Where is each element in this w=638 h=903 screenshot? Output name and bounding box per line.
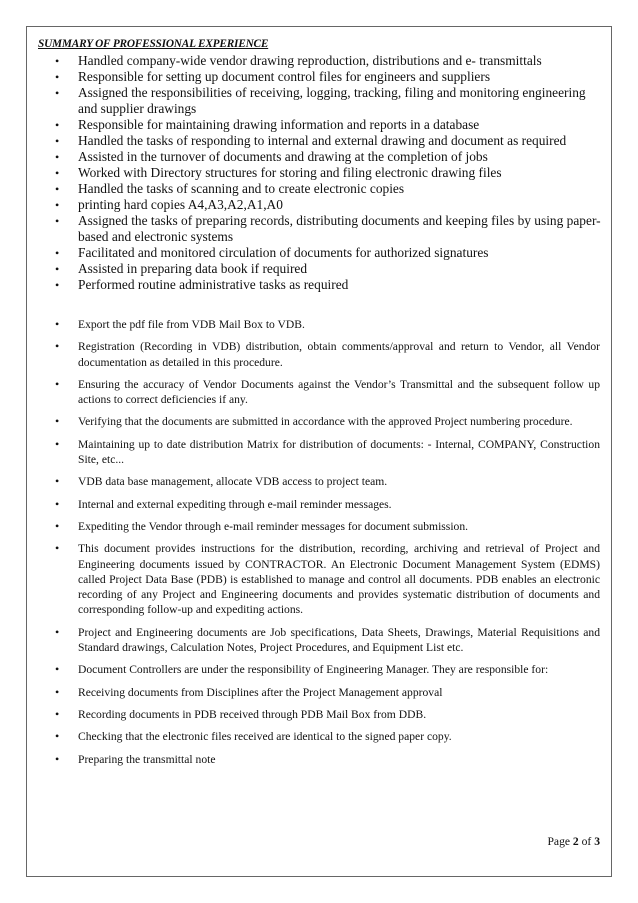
list-item — [55, 377, 600, 408]
page-label: Page — [547, 835, 571, 848]
list-item — [55, 245, 605, 261]
bullet-icon: • — [55, 706, 60, 721]
list-item — [55, 414, 600, 429]
bullet-icon: • — [55, 134, 60, 148]
bullet-icon: • — [55, 376, 60, 391]
bullet-icon: • — [55, 150, 60, 164]
list-item-text: Handled the tasks of responding to internal and external drawing and document as required — [78, 133, 567, 148]
list-item-text: Recording documents in PDB received through PDB Mail Box from DDB. — [78, 707, 427, 721]
list-item-text: Internal and external expediting through e-mail reminder messages. — [78, 497, 392, 511]
bullet-icon: • — [55, 317, 60, 331]
list-item — [55, 53, 605, 69]
list-item — [55, 181, 605, 197]
current-page: 2 — [572, 835, 579, 848]
list-item — [55, 117, 605, 133]
list-item — [55, 541, 600, 617]
list-item — [55, 729, 600, 744]
list-item — [55, 437, 600, 468]
bullet-icon: • — [55, 729, 60, 744]
bullet-icon: • — [55, 182, 60, 196]
list-item — [55, 277, 605, 293]
list-item — [55, 197, 605, 213]
list-item-text: Assigned the responsibilities of receiving, logging, tracking, filing and monitoring engineering and supplier drawings — [78, 85, 586, 116]
bullet-icon: • — [55, 496, 60, 511]
list-item-text: Worked with Directory structures for storing and filing electronic drawing files — [78, 165, 502, 180]
bullet-icon: • — [55, 624, 60, 639]
list-item-text: Facilitated and monitored circulation of documents for authorized signatures — [78, 245, 489, 260]
list-item — [55, 497, 600, 512]
bullet-icon: • — [55, 541, 60, 556]
bullet-icon: • — [55, 751, 60, 766]
list-item-text: Receiving documents from Disciplines after the Project Management approval — [78, 685, 443, 699]
bullet-icon: • — [55, 518, 60, 533]
bullet-icon: • — [55, 198, 60, 212]
list-item-text: This document provides instructions for the distribution, recording, archiving and retrieval of Project and Engineering documents issued by CONTRACTOR. An Electronic Document Management System (EDMS) called Project Data Base (PDB) is established to manage and control all documents. PDB enables an electronic recording of any Project and Engineering documents and provides systematic distribution of documents and corresponding follow-up and expediting actions. — [78, 542, 600, 617]
list-item — [55, 339, 600, 370]
list-item-text: Responsible for maintaining drawing information and reports in a database — [78, 117, 480, 132]
list-item — [55, 625, 600, 656]
bullet-icon: • — [55, 70, 60, 84]
list-item-text: Preparing the transmittal note — [78, 752, 216, 766]
experience-list-primary — [55, 53, 605, 293]
list-item-text: Assigned the tasks of preparing records, distributing documents and keeping files by using paper-based and electronic systems — [78, 213, 601, 244]
list-item — [55, 69, 605, 85]
bullet-icon: • — [55, 54, 60, 68]
list-item-text: Expediting the Vendor through e-mail reminder messages for document submission. — [78, 519, 469, 533]
list-item-text: Export the pdf file from VDB Mail Box to VDB. — [78, 318, 305, 331]
list-item-text: Responsible for setting up document control files for engineers and suppliers — [78, 69, 491, 84]
list-item — [55, 149, 605, 165]
list-item — [55, 474, 600, 489]
bullet-icon: • — [55, 414, 60, 429]
bullet-icon: • — [55, 684, 60, 699]
list-item — [55, 662, 600, 677]
bullet-icon: • — [55, 339, 60, 354]
bullet-icon: • — [55, 662, 60, 677]
list-item — [55, 213, 605, 245]
list-item-text: VDB data base management, allocate VDB access to project team. — [78, 475, 388, 489]
list-item-text: Performed routine administrative tasks as required — [78, 277, 349, 292]
list-item-text: Handled company-wide vendor drawing reproduction, distributions and e- transmittals — [78, 53, 542, 68]
list-item-text: printing hard copies A4,A3,A2,A1,A0 — [78, 197, 283, 212]
list-item — [55, 317, 600, 332]
list-item — [55, 519, 600, 534]
list-item — [55, 752, 600, 767]
bullet-icon: • — [55, 436, 60, 451]
list-item-text: Maintaining up to date distribution Matrix for distribution of documents: - Internal, COMPANY, Construction Site, etc... — [78, 437, 600, 467]
list-item-text: Project and Engineering documents are Job specifications, Data Sheets, Drawings, Material Requisitions and Standard drawings, Calculation Notes, Project Procedures, and Equipment List etc. — [78, 625, 600, 655]
list-item-text: Assisted in the turnover of documents and drawing at the completion of jobs — [78, 149, 488, 164]
list-item-text: Assisted in preparing data book if required — [78, 261, 308, 276]
bullet-icon: • — [55, 86, 60, 100]
list-item-text: Registration (Recording in VDB) distribution, obtain comments/approval and return to Vendor, all Vendor documentation as detailed in this procedure. — [78, 340, 600, 369]
bullet-icon: • — [55, 166, 60, 180]
page-number — [547, 835, 600, 848]
bullet-icon: • — [55, 278, 60, 292]
bullet-icon: • — [55, 474, 60, 489]
experience-list-secondary — [55, 317, 600, 774]
of-label: of — [581, 835, 592, 848]
list-item-text: Verifying that the documents are submitted in accordance with the approved Project numbering procedure. — [78, 415, 573, 429]
list-item — [55, 165, 605, 181]
list-item — [55, 707, 600, 722]
bullet-icon: • — [55, 118, 60, 132]
list-item — [55, 85, 605, 117]
bullet-icon: • — [55, 262, 60, 276]
list-item — [55, 685, 600, 700]
list-item-text: Ensuring the accuracy of Vendor Documents against the Vendor’s Transmittal and the subsequent follow up actions to correct deficiencies if any. — [78, 377, 600, 407]
list-item — [55, 261, 605, 277]
list-item — [55, 133, 605, 149]
bullet-icon: • — [55, 246, 60, 260]
list-item-text: Handled the tasks of scanning and to create electronic copies — [78, 181, 405, 196]
list-item-text: Document Controllers are under the responsibility of Engineering Manager. They are responsible for: — [78, 663, 549, 677]
list-item-text: Checking that the electronic files received are identical to the signed paper copy. — [78, 730, 452, 744]
section-heading: SUMMARY OF PROFESSIONAL EXPERIENCE — [38, 38, 269, 50]
total-pages: 3 — [594, 835, 600, 848]
bullet-icon: • — [55, 214, 60, 228]
